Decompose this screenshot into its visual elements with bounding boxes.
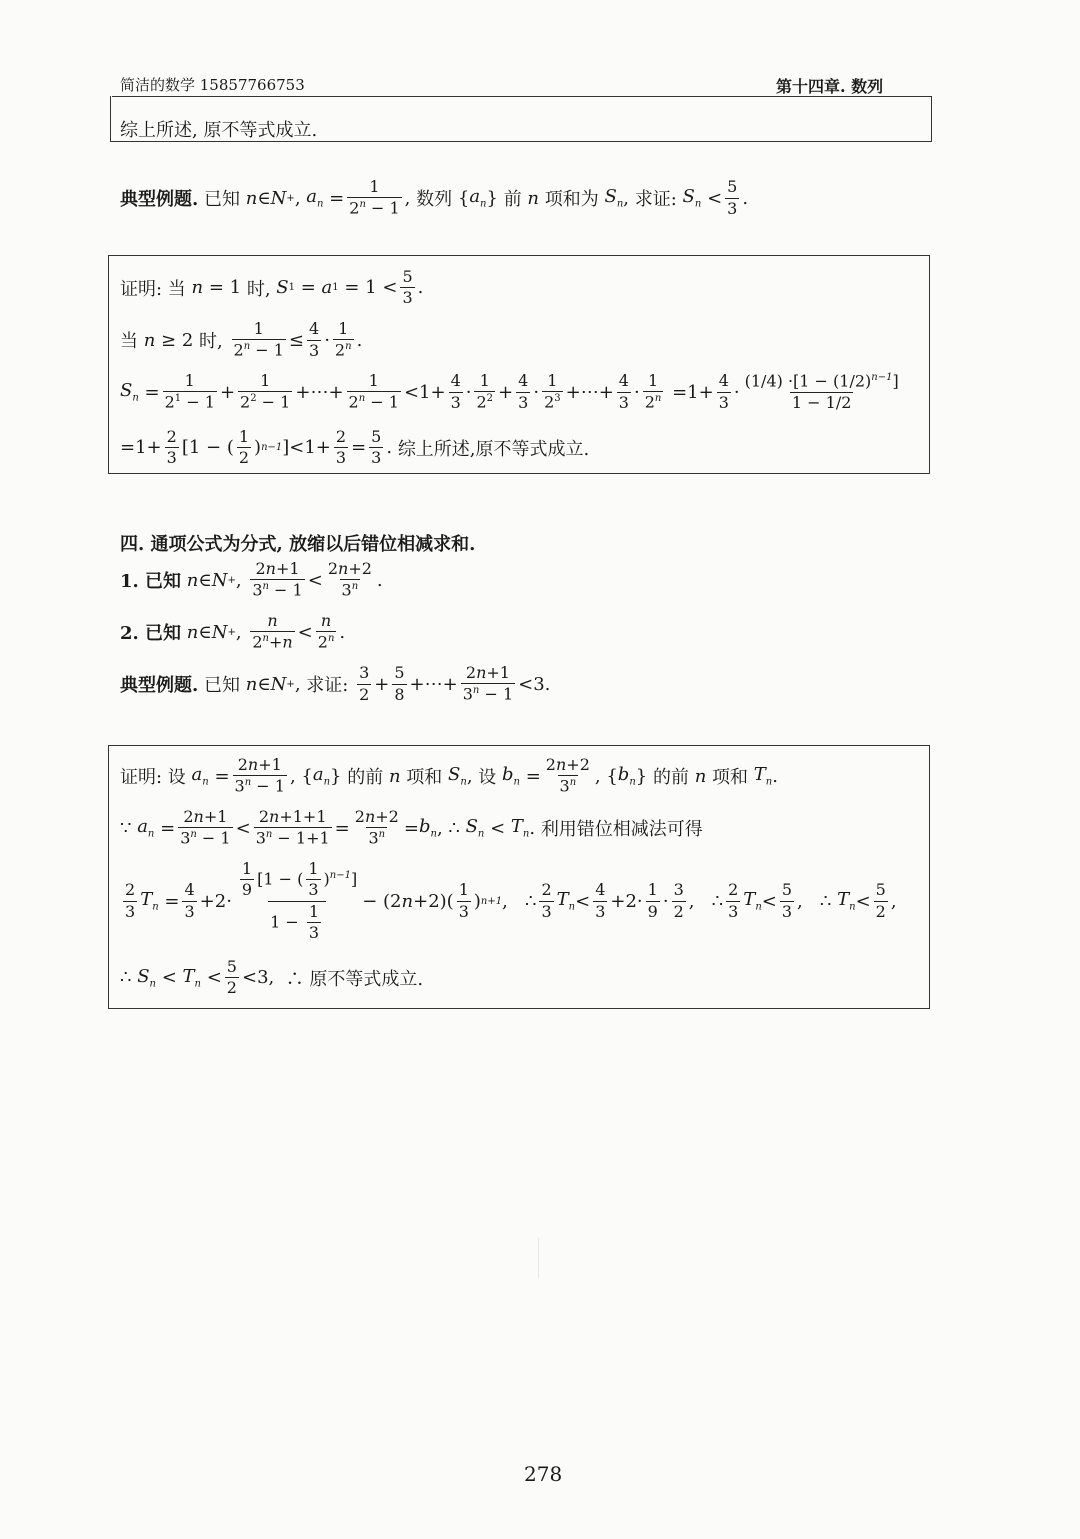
top-box-text: 综上所述, 原不等式成立.	[120, 120, 318, 141]
section4-item2: 2. 已知 n ∈ N + , $\frac{n}{2^n+n}$ < $\frac{n}{2^n}$ .	[120, 611, 346, 652]
proof1-line4: =1+ $\frac{2}{3}$ [1 − ( $\frac{1}{2}$ ) n−1 ]<1+ $\frac{2}{3}$ = $\frac{5}{3}$ . 综上所述,原不等式成立.	[120, 427, 590, 468]
section4-example: 典型例题. 已知 n ∈ N + , 求证: $\frac{3}{2}$ + $\frac{5}{8}$ +⋯+ $\frac{2n+1}{3^n - 1}$ <3.	[120, 663, 551, 704]
proof1-line1: 证明: 当 n = 1 时, S 1 = a 1 = 1 < $\frac{5}{3}$ .	[120, 267, 424, 308]
proof2-line1: 证明: 设 $a_n$ = $\frac{2n+1}{3^n - 1}$ , { $a_n$ } 的前 n 项和 $S_n$ , 设 $b_n$ = $\frac{2n+2}{3^n}$ , { $b_n$ } 的前 n 项和 $T_n$ .	[120, 755, 778, 796]
proof1-line2: 当 n ≥ 2 时, $\frac{1}{2^n - 1}$ ≤ $\frac{4}{3}$ · $\frac{1}{2^n}$ .	[120, 319, 363, 360]
scan-mark	[538, 1238, 539, 1278]
section4-item1: 1. 已知 n ∈ N + , $\frac{2n+1}{3^n - 1}$ < $\frac{2n+2}{3^n}$ .	[120, 559, 383, 600]
header-right: 第十四章. 数列	[776, 77, 884, 96]
proof2-line3: $\frac{2}{3}$ $T_n$ = $\frac{4}{3}$ +2· $\frac{1}{9}$ [1 − ( $\frac{1}{3}$ )$^{n-1}$] 1 − $\frac{1}{3}$ − (2 n +2)( $\frac{1}{3}$ ) n+1 , ∴ $\frac{2}{3}$ $T_n$ < $\frac{4}{3}$ +2· $\frac{1}{9}$ · $\frac{3}{2}$ , ∴ $\frac{2}{3}$ $T_n$ < $\frac{5}{3}$ , ∴ $T_n$ < $\frac{5}{2}$ ,	[125, 859, 897, 943]
proof1-line3: $S_n$ = $\frac{1}{2^1 - 1}$ + $\frac{1}{2^2 - 1}$ +⋯+ $\frac{1}{2^n - 1}$ <1+ $\frac{4}{3}$ · $\frac{1}{2^2}$ + $\frac{4}{3}$ · $\frac{1}{2^3}$ +⋯+ $\frac{4}{3}$ · $\frac{1}{2^n}$ =1+ $\frac{4}{3}$ · $\frac{(1/4) \cdot[1 - (1/2)^{n-1}]}{1 - 1/2}$	[120, 371, 899, 412]
header-left: 简洁的数学 15857766753	[120, 76, 305, 94]
example1-statement: 典型例题. 已知 n ∈ N + , $a_n$ = $\frac{1}{2^n - 1}$ , 数列 { $a_n$ } 前 n 项和为 $S_n$ , 求证: $S_n$ < $\frac{5}{3}$ .	[120, 177, 749, 218]
section4-title: 四. 通项公式为分式, 放缩以后错位相减求和.	[120, 534, 476, 555]
proof2-line2: ∵ $a_n$ = $\frac{2n+1}{3^n - 1}$ < $\frac{2n+1+1}{3^n - 1+1}$ = $\frac{2n+2}{3^n}$ = $b_n$ , ∴ $S_n$ < $T_n$ . 利用错位相减法可得	[120, 807, 703, 848]
proof2-line4: ∴ $S_n$ < $T_n$ < $\frac{5}{2}$ <3, ∴ 原不等式成立.	[120, 957, 424, 998]
page-number: 278	[524, 1462, 563, 1486]
